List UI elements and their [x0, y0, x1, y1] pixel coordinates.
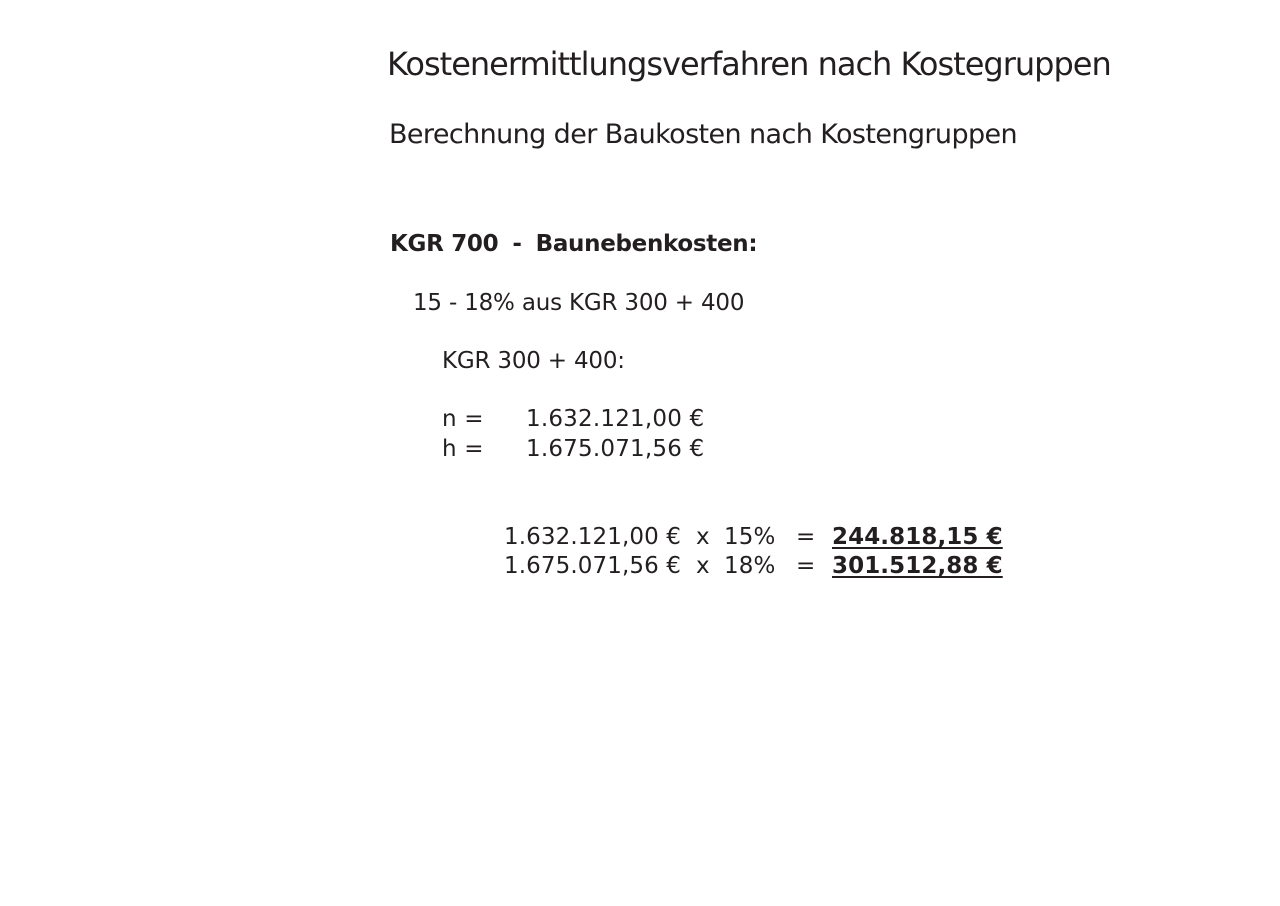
base-value-amount: 1.632.121,00 €	[526, 406, 705, 432]
percentage-range-text: 15 - 18% aus KGR 300 + 400	[413, 290, 745, 316]
base-value-row	[442, 408, 704, 431]
calculation-result: 301.512,88 €	[832, 553, 1003, 579]
calculation-base: 1.632.121,00 €	[504, 524, 681, 550]
section-name: Baunebenkosten:	[535, 231, 758, 257]
page-title: Kostenermittlungsverfahren nach Kostegruppen	[387, 45, 1111, 83]
section-heading	[390, 233, 757, 256]
calculation-percent: 18%	[724, 553, 776, 579]
calculation-row	[504, 555, 1003, 578]
calculation-percent: 15%	[724, 524, 776, 550]
base-value-label: n =	[442, 406, 484, 432]
calculation-base: 1.675.071,56 €	[504, 553, 681, 579]
base-value-amount: 1.675.071,56 €	[526, 436, 705, 462]
base-value-label: h =	[442, 436, 484, 462]
calculation-row	[504, 526, 1003, 549]
calculation-equals: =	[796, 524, 816, 550]
page-subtitle: Berechnung der Baukosten nach Kostengruppen	[389, 119, 1018, 150]
section-code: KGR 700	[390, 231, 499, 257]
calculation-equals: =	[796, 553, 816, 579]
calculation-operator: x	[696, 553, 710, 579]
calculation-operator: x	[696, 524, 710, 550]
base-costs-heading: KGR 300 + 400:	[442, 348, 625, 374]
section-separator: -	[512, 231, 522, 257]
calculation-result: 244.818,15 €	[832, 524, 1003, 550]
base-value-row	[442, 438, 704, 461]
